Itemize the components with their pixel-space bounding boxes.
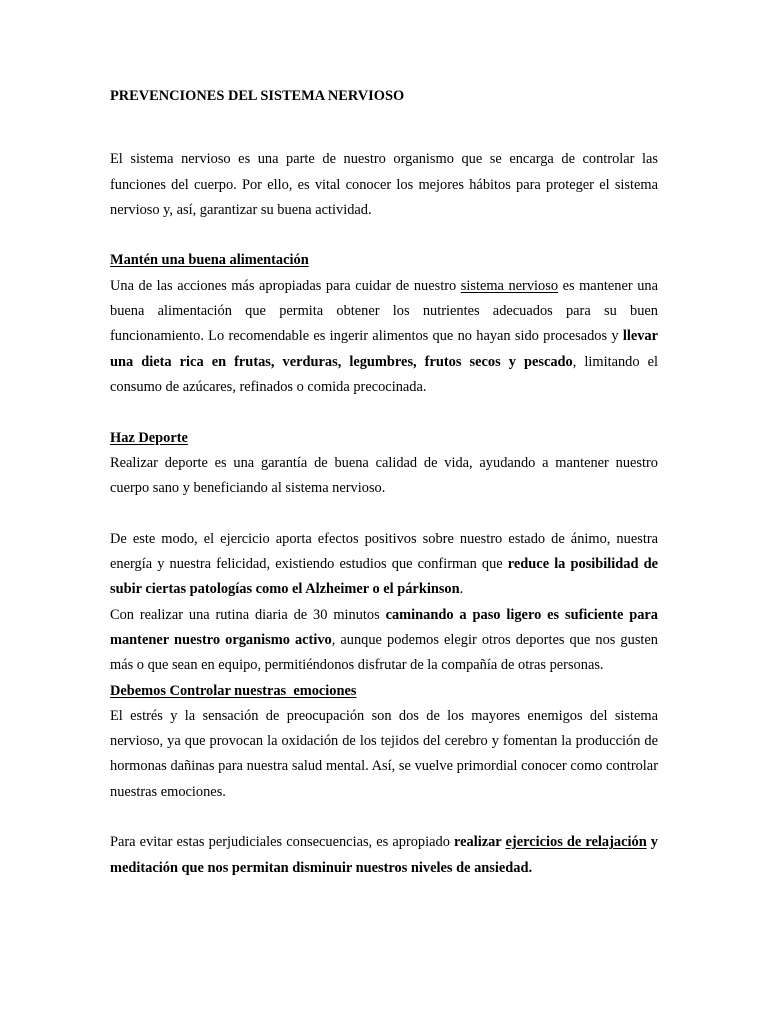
section-heading-alimentacion: Mantén una buena alimentación <box>110 252 309 269</box>
text-run: , aunque podemos elegir otros deportes que nos gusten más o que sean en equipo, permitiéndonos disfrutar de la compañía de otras personas. <box>110 631 658 674</box>
bold-run: llevar una dieta rica en frutas, verduras, legumbres, frutos secos y pescado <box>110 328 658 370</box>
bold-run: y meditación que nos permitan disminuir nuestros niveles de ansiedad. <box>110 834 659 876</box>
deporte-paragraph-3 <box>110 603 658 679</box>
text-run: . <box>459 581 464 598</box>
bold-run: caminando a paso ligero es suficiente para mantener nuestro organismo activo <box>110 606 659 648</box>
sistema-nervioso-link[interactable]: sistema nervioso <box>460 277 559 294</box>
spacer <box>110 109 658 147</box>
page-title: PREVENCIONES DEL SISTEMA NERVIOSO <box>110 88 405 104</box>
relajacion-link[interactable]: ejercicios de relajación <box>505 834 647 851</box>
emociones-paragraph-1: El estrés y la sensación de preocupación son dos de los mayores enemigos del sistema nervioso, ya que provocan la oxidación de los tejidos del cerebro y fomentan la producción de hormonas dañinas para nuestra salud mental. Así, se vuelve primordial conocer como controlar nuestras emociones. <box>110 707 658 800</box>
deporte-paragraph-1: Realizar deporte es una garantía de buena calidad de vida, ayudando a mantener nuestro cuerpo sano y beneficiando al sistema nervioso. <box>110 454 658 497</box>
text-run: Una de las acciones más apropiadas para cuidar de nuestro <box>110 277 461 294</box>
spacer <box>110 501 658 526</box>
alimentacion-paragraph <box>110 274 658 400</box>
text-run: Con realizar una rutina diaria de 30 minutos <box>110 606 386 623</box>
spacer <box>110 805 658 830</box>
spacer <box>110 400 658 425</box>
text-run: es mantener una buena alimentación que permita obtener los nutrientes adecuados para su buen funcionamiento. Lo recomendable es ingerir alimentos que no hayan sido procesados y <box>110 277 658 345</box>
document-page <box>110 84 658 881</box>
spacer <box>110 223 658 248</box>
deporte-paragraph-2 <box>110 527 658 603</box>
text-run: , limitando el consumo de azúcares, refinados o comida precocinada. <box>110 353 658 395</box>
bold-run: reduce la posibilidad de subir ciertas patologías como el Alzheimer o el párkinson <box>110 556 658 598</box>
text-run: Para evitar estas perjudiciales consecuencias, es apropiado <box>110 834 455 851</box>
text-run: De este modo, el ejercicio aporta efectos positivos sobre nuestro estado de ánimo, nuestra energía y nuestra felicidad, existiendo estudios que confirman que <box>110 530 658 573</box>
section-heading-deporte: Haz Deporte <box>110 429 188 446</box>
emociones-paragraph-2 <box>110 830 658 881</box>
section-heading-emociones: Debemos Controlar nuestras emociones <box>110 682 357 699</box>
bold-run: realizar <box>454 834 506 851</box>
intro-paragraph: El sistema nervioso es una parte de nuestro organismo que se encarga de controlar las funciones del cuerpo. Por ello, es vital conocer los mejores hábitos para proteger el sistema nervioso y, así, garantizar su buena actividad. <box>110 151 658 218</box>
